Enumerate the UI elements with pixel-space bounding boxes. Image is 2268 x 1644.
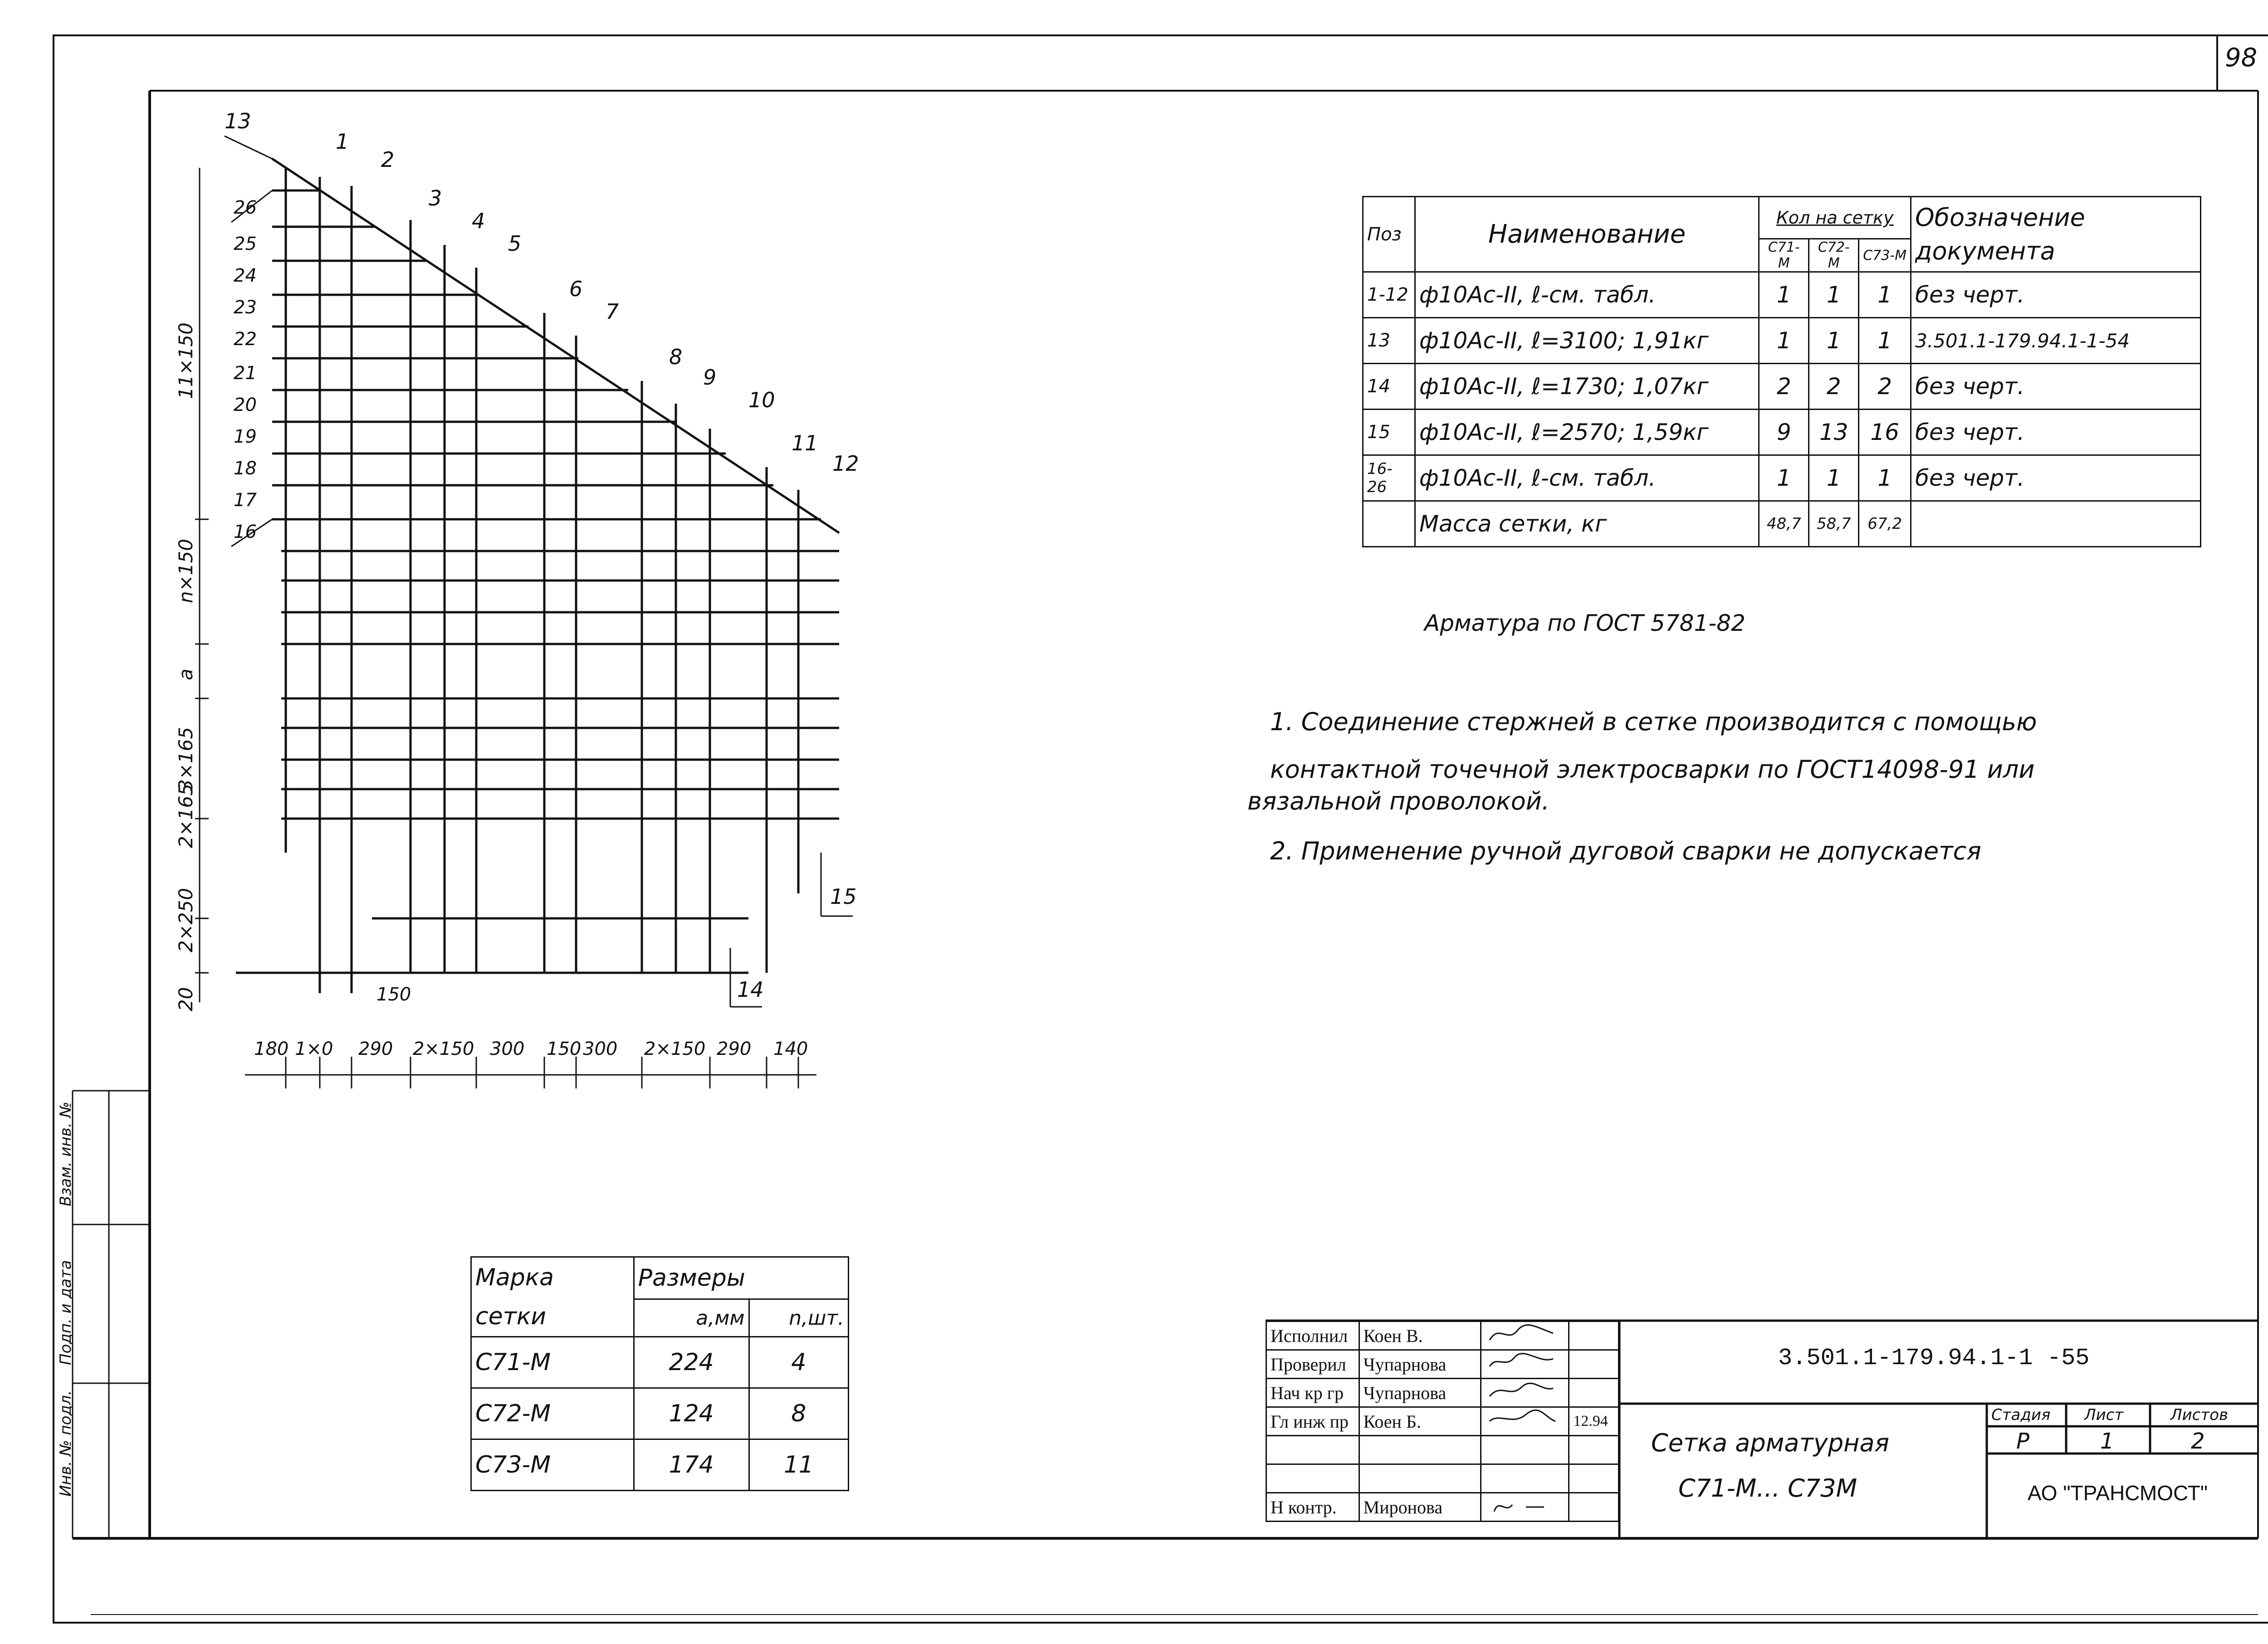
spec-cell-name: ф10Ас-II, ℓ=1730; 1,07кг (1415, 364, 1759, 410)
role-cell: Гл инж пр (1266, 1407, 1359, 1436)
vdim-a: a (175, 668, 197, 680)
note-line-3: вязальной проволокой. (1247, 787, 1550, 815)
spec-cell-q1: 48,7 (1759, 501, 1809, 547)
side-stamp-sign: Подп. и дата (57, 1260, 75, 1365)
organization: АО "ТРАНСМОСТ" (2028, 1481, 2208, 1505)
left-label-17: 17 (234, 490, 257, 511)
spec-cell-pos: 16-26 (1363, 455, 1415, 501)
spec-cell-q1: 1 (1759, 318, 1809, 364)
marks-header-sizes: Размеры (634, 1257, 848, 1299)
spec-header-qty: Кол на сетку (1759, 197, 1911, 239)
pos-label-4: 4 (472, 209, 485, 233)
left-label-22: 22 (234, 329, 257, 350)
date-cell: 12.94 (1569, 1407, 1619, 1436)
pos-label-10: 10 (748, 388, 775, 412)
spec-cell-name: Масса сетки, кг (1415, 501, 1759, 547)
left-label-18: 18 (234, 458, 257, 479)
marks-cell-a: 174 (634, 1439, 749, 1491)
hdim-290: 290 (358, 1039, 393, 1059)
title-line-2: С71-М... С73М (1678, 1474, 1857, 1503)
spec-header-pos: Поз (1363, 197, 1415, 272)
vdim-2x165: 2×165 (175, 783, 197, 848)
name-cell: Чупарнова (1359, 1350, 1481, 1379)
pos-label-11: 11 (792, 431, 818, 455)
sheets-label: Листов (2170, 1406, 2229, 1424)
spec-cell-q3: 1 (1859, 272, 1911, 318)
name-cell: Коен В. (1359, 1322, 1481, 1350)
marks-cell-mark: С71-М (471, 1337, 634, 1388)
spec-header-name: Наименование (1415, 197, 1759, 272)
left-label-19: 19 (234, 426, 257, 447)
hdim-140: 140 (773, 1039, 808, 1059)
hdim-300: 300 (490, 1039, 525, 1059)
name-cell: Чупарнова (1359, 1379, 1481, 1407)
sheet-label: Лист (2084, 1406, 2124, 1424)
spec-cell-name: ф10Ас-II, ℓ=2570; 1,59кг (1415, 410, 1759, 455)
note-line-4: 2. Применение ручной дуговой сварки не допускается (1270, 837, 1981, 865)
sheet-value: 1 (2100, 1429, 2114, 1454)
side-stamp-inv: Инв. № подл. (57, 1390, 75, 1497)
vdim-20: 20 (175, 987, 197, 1011)
spec-cell-pos: 15 (1363, 410, 1415, 455)
spec-cell-q1: 9 (1759, 410, 1809, 455)
spec-cell-q2: 13 (1809, 410, 1859, 455)
left-label-23: 23 (234, 297, 257, 318)
stage-value: Р (2016, 1429, 2029, 1454)
sheets-value: 2 (2191, 1429, 2205, 1454)
spec-cell-doc: без черт. (1911, 455, 2201, 501)
document-number: 3.501.1-179.94.1-1 -55 (1778, 1345, 2090, 1371)
marks-cell-n: 4 (749, 1337, 848, 1388)
pos-label-3: 3 (429, 186, 442, 210)
marks-header-mark: Марка сетки (471, 1257, 634, 1337)
right-label-15: 15 (830, 884, 857, 909)
spec-cell-doc: 3.501.1-179.94.1-1-54 (1911, 318, 2201, 364)
pos-label-13: 13 (225, 109, 251, 133)
spec-cell-q2: 1 (1809, 272, 1859, 318)
spec-cell-doc: без черт. (1911, 272, 2201, 318)
pos-label-2: 2 (381, 147, 395, 172)
spec-sub-c72: С72-М (1809, 239, 1859, 272)
left-label-24: 24 (234, 265, 257, 286)
stage-label: Стадия (1991, 1406, 2051, 1424)
spec-cell-q3: 67,2 (1859, 501, 1911, 547)
role-cell: Проверил (1266, 1350, 1359, 1379)
marks-col-n: n,шт. (749, 1299, 848, 1337)
pos-label-6: 6 (569, 277, 583, 301)
role-cell: Н контр. (1266, 1493, 1359, 1522)
side-stamp-replace: Взам. инв. № (57, 1102, 75, 1206)
left-label-20: 20 (234, 395, 257, 415)
pos-label-5: 5 (508, 231, 522, 256)
role-cell: Нач кр гр (1266, 1379, 1359, 1407)
spec-cell-pos: 1-12 (1363, 272, 1415, 318)
spec-cell-q2: 1 (1809, 455, 1859, 501)
marks-cell-n: 8 (749, 1388, 848, 1439)
spec-cell-q1: 1 (1759, 272, 1809, 318)
spec-cell-q3: 16 (1859, 410, 1911, 455)
spec-cell-pos: 14 (1363, 364, 1415, 410)
spec-sub-c73: С73-М (1859, 239, 1911, 272)
marks-cell-mark: С72-М (471, 1388, 634, 1439)
spec-cell-q2: 1 (1809, 318, 1859, 364)
name-cell: Коен Б. (1359, 1407, 1481, 1436)
spec-cell-name: ф10Ас-II, ℓ-см. табл. (1415, 455, 1759, 501)
marks-cell-a: 124 (634, 1388, 749, 1439)
note-line-1: 1. Соединение стержней в сетке производится с помощью (1270, 707, 2037, 736)
name-cell: Миронова (1359, 1493, 1481, 1522)
marks-col-a: а,мм (634, 1299, 749, 1337)
marks-cell-a: 224 (634, 1337, 749, 1388)
spec-cell-q3: 1 (1859, 455, 1911, 501)
note-line-2: контактной точечной электросварки по ГОСТ14098-91 или (1270, 755, 2035, 784)
title-line-1: Сетка арматурная (1651, 1429, 1890, 1457)
spec-cell-pos: 13 (1363, 318, 1415, 364)
spec-cell-q2: 2 (1809, 364, 1859, 410)
spec-cell-name: ф10Ас-II, ℓ=3100; 1,91кг (1415, 318, 1759, 364)
pos-label-7: 7 (606, 299, 619, 324)
spec-cell-q3: 2 (1859, 364, 1911, 410)
spec-cell-doc: без черт. (1911, 410, 2201, 455)
hdim-2x150b: 2×150 (644, 1039, 706, 1059)
spec-cell-q2: 58,7 (1809, 501, 1859, 547)
spec-header-doc: Обозначение документа (1911, 197, 2201, 272)
left-label-26: 26 (234, 197, 257, 218)
spec-sub-c71: С71-М (1759, 239, 1809, 272)
marks-cell-mark: С73-М (471, 1439, 634, 1491)
small-dim-150: 150 (376, 984, 411, 1005)
spec-cell-doc: без черт. (1911, 364, 2201, 410)
marks-cell-n: 11 (749, 1439, 848, 1491)
left-label-16: 16 (234, 522, 257, 542)
page-number: 98 (2225, 43, 2258, 73)
vdim-3x165: 3×165 (175, 727, 197, 791)
spec-cell-name: ф10Ас-II, ℓ-см. табл. (1415, 272, 1759, 318)
left-label-25: 25 (234, 234, 257, 254)
hdim-290b: 290 (717, 1039, 752, 1059)
pos-label-8: 8 (669, 345, 683, 369)
pos-label-9: 9 (703, 365, 717, 390)
vdim-nx150: n×150 (175, 539, 197, 603)
bottom-label-14: 14 (737, 977, 764, 1002)
hdim-2x150: 2×150 (413, 1039, 474, 1059)
spec-footnote: Арматура по ГОСТ 5781-82 (1424, 610, 1745, 636)
pos-label-12: 12 (832, 451, 859, 476)
pos-label-1: 1 (336, 129, 349, 154)
hdim-1x0: 1×0 (295, 1039, 333, 1059)
hdim-150: 150 (547, 1039, 582, 1059)
hdim-180: 180 (254, 1039, 289, 1059)
hdim-300b: 300 (583, 1039, 618, 1059)
vdim-11x150: 11×150 (175, 322, 197, 399)
spec-cell-q3: 1 (1859, 318, 1911, 364)
role-cell: Исполнил (1266, 1322, 1359, 1350)
spec-cell-q1: 1 (1759, 455, 1809, 501)
vdim-2x250: 2×250 (175, 888, 197, 952)
spec-cell-q1: 2 (1759, 364, 1809, 410)
left-label-21: 21 (234, 363, 257, 384)
